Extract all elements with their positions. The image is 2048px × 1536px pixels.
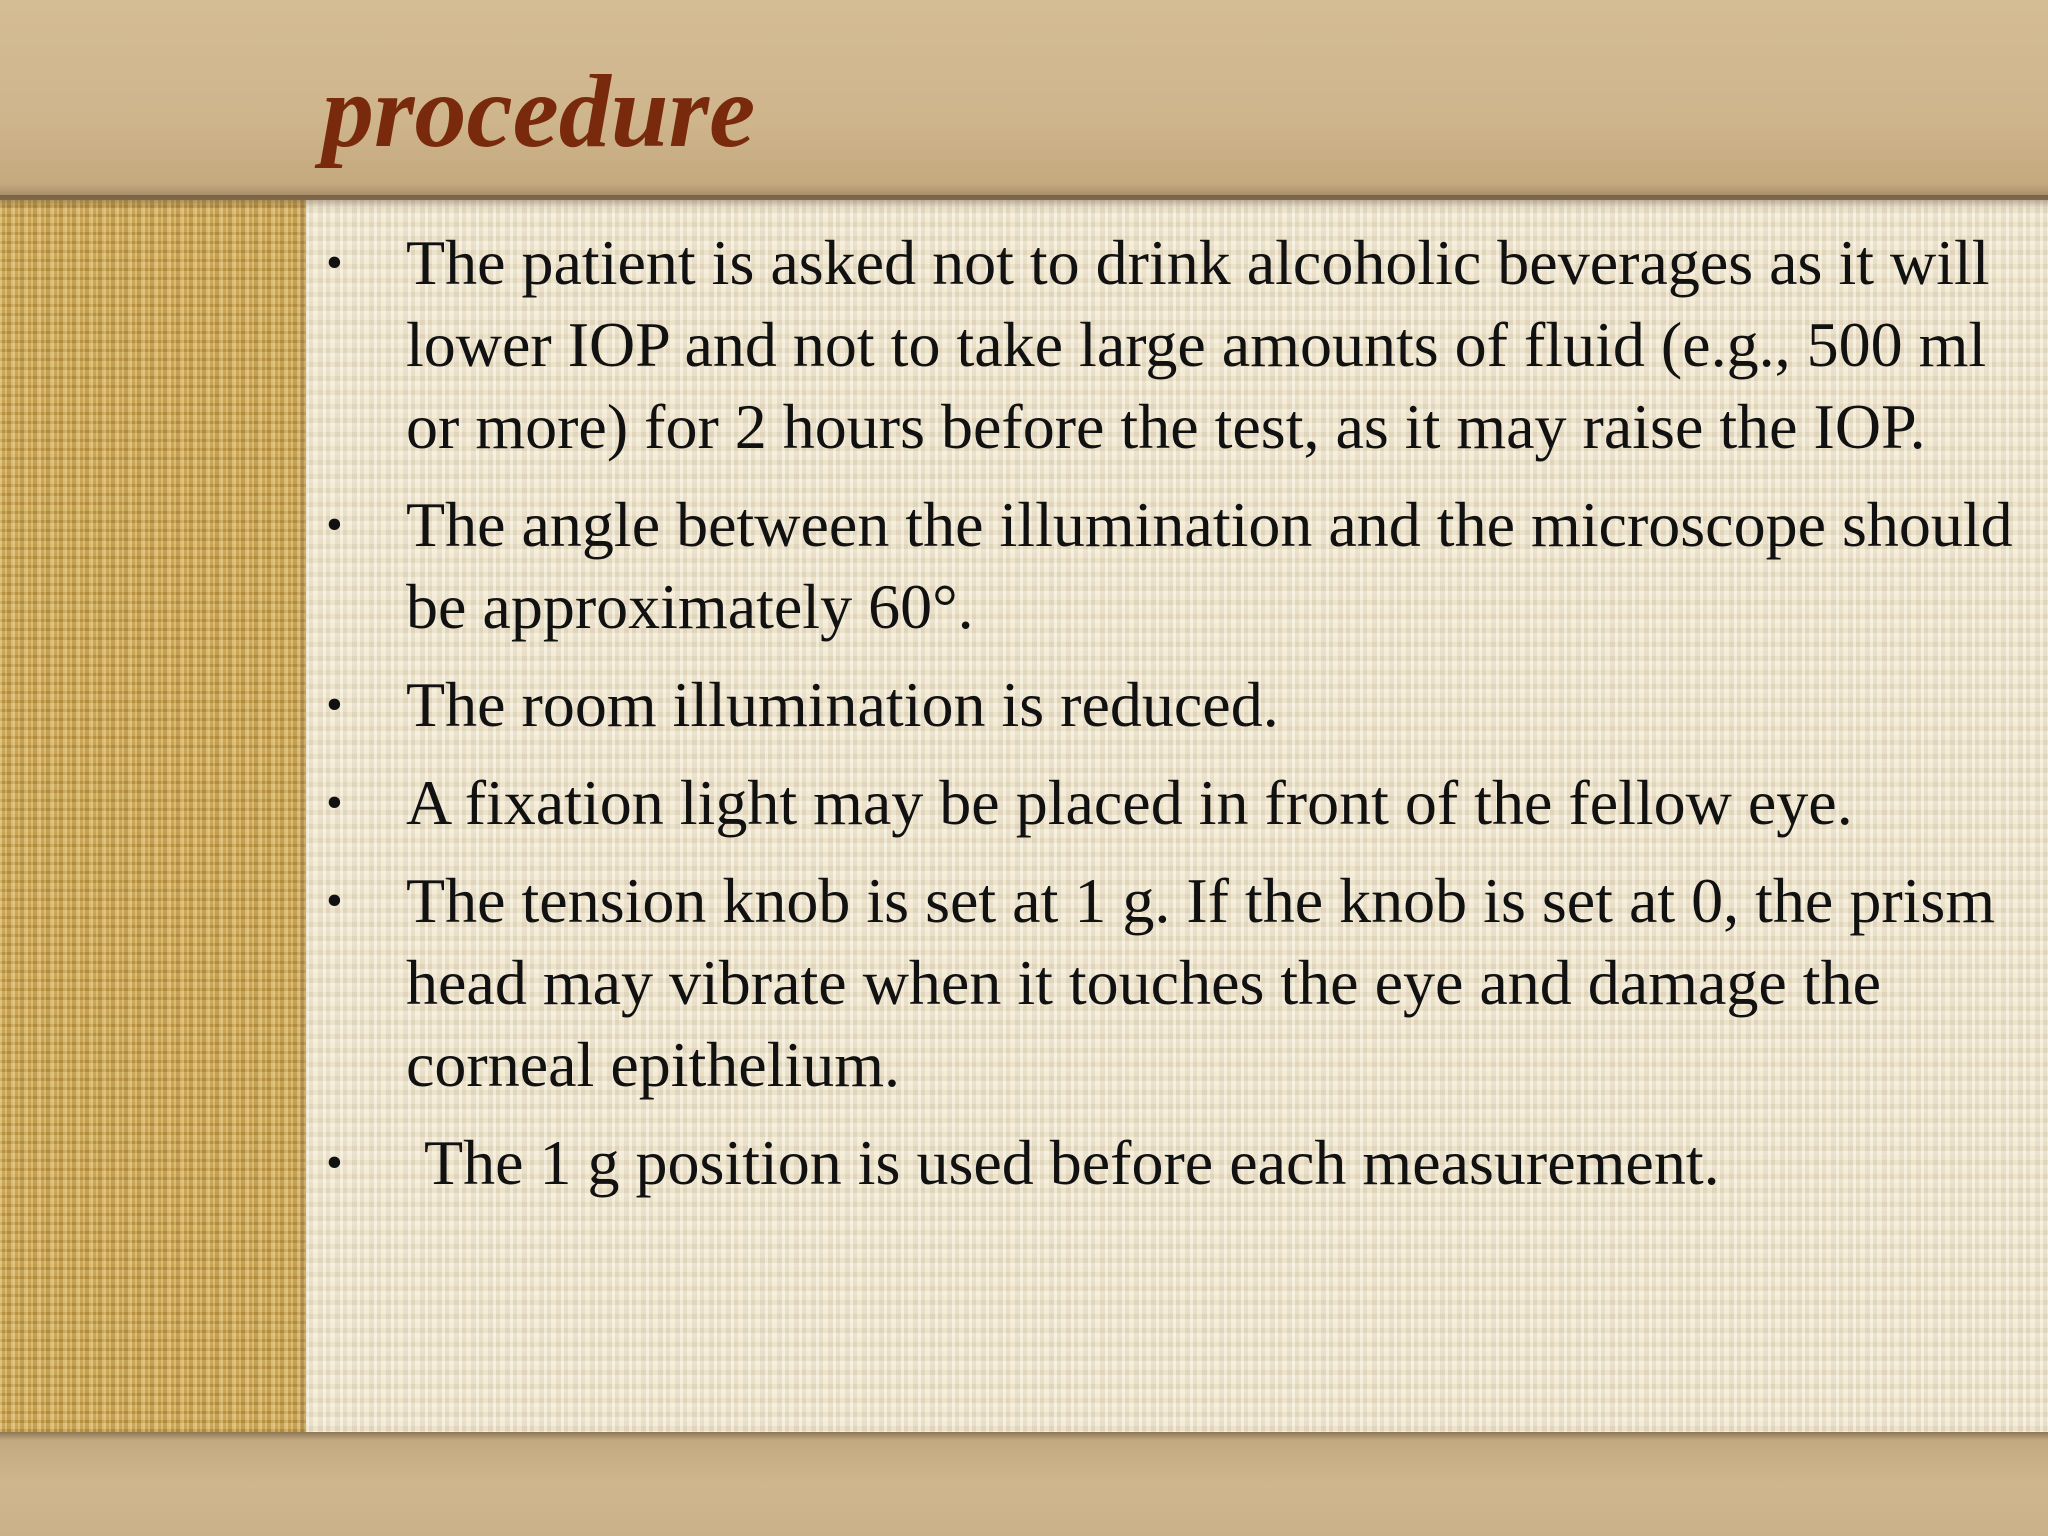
header-shadow xyxy=(0,195,2048,209)
left-decorative-strip xyxy=(0,200,306,1435)
bullet-marker: • xyxy=(326,1136,343,1189)
bullet-text: The tension knob is set at 1 g. If the knob is set at 0, the prism head may vibrate when it touches the eye and damage the corneal epithelium. xyxy=(406,865,1996,1100)
bullet-text: The 1 g position is used before each measurement. xyxy=(424,1127,1720,1198)
bullet-text: The angle between the illumination and the microscope should be approximately 60°. xyxy=(406,489,2013,642)
bullet-marker: • xyxy=(326,874,343,927)
footer-band xyxy=(0,1432,2048,1536)
header-band xyxy=(0,0,2048,200)
bullet-list xyxy=(322,222,2022,1220)
bullet-item xyxy=(322,222,2022,468)
bullet-item xyxy=(322,1122,2022,1204)
bullet-item xyxy=(322,762,2022,844)
bullet-text: A fixation light may be placed in front of the fellow eye. xyxy=(406,767,1853,838)
bullet-marker: • xyxy=(326,776,343,829)
bullet-item xyxy=(322,664,2022,746)
bullet-marker: • xyxy=(326,498,343,551)
bullet-text: The room illumination is reduced. xyxy=(406,669,1279,740)
bullet-text: The patient is asked not to drink alcoholic beverages as it will lower IOP and not to take large amounts of fluid (e.g., 500 ml or more) for 2 hours before the test, as it may raise the IOP. xyxy=(406,227,1990,462)
bullet-marker: • xyxy=(326,236,343,289)
bullet-marker: • xyxy=(326,678,343,731)
strip-edge-shadow xyxy=(300,200,308,1435)
bullet-item xyxy=(322,484,2022,648)
slide-title: procedure xyxy=(322,54,756,169)
bullet-item xyxy=(322,860,2022,1106)
